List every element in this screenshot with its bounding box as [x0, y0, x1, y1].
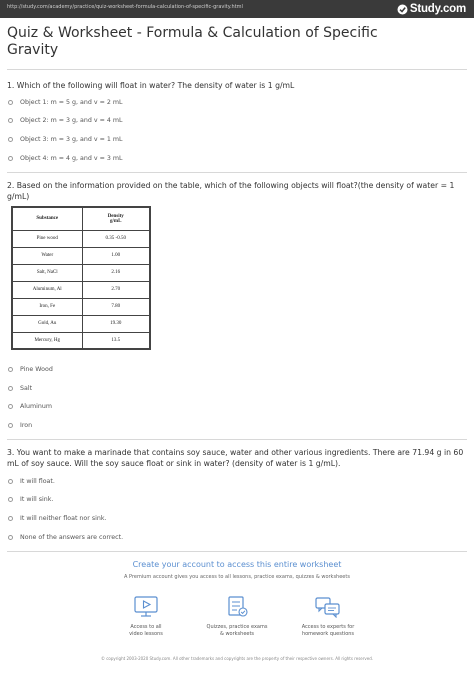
option-label: Salt [20, 385, 33, 392]
page-title: Quiz & Worksheet - Formula & Calculation of Specific Gravity [7, 25, 378, 58]
table-row [12, 264, 150, 281]
promo-title[interactable]: Create your account to access this entire worksheet [132, 560, 342, 569]
option-label: Iron [20, 422, 33, 429]
table-cell: 1.00 [82, 247, 150, 264]
question-divider [7, 439, 467, 440]
table-cell: 2.16 [82, 264, 150, 281]
table-row [12, 281, 150, 298]
feature-label-line2: homework questions [301, 631, 355, 637]
table-row [12, 315, 150, 332]
study-logo-text: Study.com [409, 3, 466, 15]
table-row [12, 230, 150, 247]
table-header-substance: Substance [12, 207, 82, 230]
table-row [12, 298, 150, 315]
radio-button[interactable] [8, 100, 13, 105]
radio-button[interactable] [8, 156, 13, 161]
table-cell: 19.30 [82, 315, 150, 332]
question-3-option-4[interactable] [8, 534, 123, 541]
feature-experts[interactable] [288, 596, 368, 638]
feature-label-line1: Access to all [130, 624, 162, 630]
video-play-icon [133, 596, 159, 618]
page-url: http://study.com/academy/practice/quiz-worksheet-formula-calculation-of-specific-gravity.html [7, 4, 243, 10]
option-label: Object 4: m = 4 g, and v = 3 mL [20, 155, 123, 162]
question-1-option-2[interactable] [8, 117, 123, 124]
question-2-option-4[interactable] [8, 422, 32, 429]
question-2-option-3[interactable] [8, 403, 52, 410]
question-2-text: 2. Based on the information provided on the table, which of the following objects will float?(the density of water = 1 g/mL) [7, 181, 455, 201]
title-divider [7, 69, 467, 70]
promo-subtitle: A Premium account gives you access to all lessons, practice exams, quizzes & worksheets [124, 574, 350, 580]
option-label: It will sink. [20, 496, 54, 503]
table-cell: 0.35 -0.50 [82, 230, 150, 247]
radio-button[interactable] [8, 404, 13, 409]
radio-button[interactable] [8, 535, 13, 540]
radio-button[interactable] [8, 479, 13, 484]
study-logo[interactable] [397, 2, 466, 16]
option-label: Object 3: m = 3 g, and v = 1 mL [20, 136, 123, 143]
table-cell: Gold, Au [12, 315, 82, 332]
table-row [12, 247, 150, 264]
table-cell: 7.80 [82, 298, 150, 315]
table-header-row [12, 207, 150, 230]
option-label: It will float. [20, 478, 55, 485]
table-cell: Salt, NaCl [12, 264, 82, 281]
radio-button[interactable] [8, 423, 13, 428]
option-label: Aluminum [20, 403, 53, 410]
option-label: Object 1: m = 5 g, and v = 2 mL [20, 99, 123, 106]
question-divider [7, 172, 467, 173]
feature-quizzes[interactable] [197, 596, 277, 638]
option-label: Object 2: m = 3 g, and v = 4 mL [20, 117, 123, 124]
question-divider [7, 551, 467, 552]
radio-button[interactable] [8, 386, 13, 391]
radio-button[interactable] [8, 137, 13, 142]
table-cell: Pine wood [12, 230, 82, 247]
table-cell: Mercury, Hg [12, 332, 82, 349]
question-2-option-2[interactable] [8, 385, 32, 392]
question-3-option-1[interactable] [8, 478, 55, 485]
feature-label-line2: & worksheets [219, 631, 255, 637]
table-cell: 13.5 [82, 332, 150, 349]
copyright-footer: © copyright 2003-2020 Study.com. All other trademarks and copyrights are the property of their respective owners. All rights reserved. [100, 656, 374, 661]
question-1-text: 1. Which of the following will float in water? The density of water is 1 g/mL [7, 81, 295, 90]
option-label: Pine Wood [20, 366, 53, 373]
feature-video-lessons[interactable] [106, 596, 186, 638]
study-logo-icon [397, 4, 408, 15]
top-bar [0, 0, 474, 18]
table-header-density: Density g/mL [82, 207, 150, 230]
table-row [12, 332, 150, 349]
radio-button[interactable] [8, 516, 13, 521]
feature-label-line1: Access to experts for [301, 624, 355, 630]
question-2-option-1[interactable] [8, 366, 53, 373]
feature-label-line2: video lessons [129, 631, 163, 637]
quiz-document-icon [224, 596, 250, 618]
density-table [11, 206, 151, 350]
radio-button[interactable] [8, 367, 13, 372]
chat-bubbles-icon [315, 596, 341, 618]
question-3-text: 3. You want to make a marinade that contains soy sauce, water and other various ingredients. There are 71.94 g in 60 mL of soy sauce. Will the soy sauce float or sink in water? (density of water is 1 g/mL). [7, 448, 464, 468]
question-3-option-2[interactable] [8, 496, 53, 503]
option-label: It will neither float nor sink. [20, 515, 107, 522]
radio-button[interactable] [8, 118, 13, 123]
table-cell: Iron, Fe [12, 298, 82, 315]
feature-label-line1: Quizzes, practice exams [206, 624, 268, 630]
question-1-option-1[interactable] [8, 99, 123, 106]
radio-button[interactable] [8, 497, 13, 502]
question-1-option-4[interactable] [8, 155, 123, 162]
table-cell: 2.70 [82, 281, 150, 298]
question-3-option-3[interactable] [8, 515, 107, 522]
question-1-option-3[interactable] [8, 136, 123, 143]
table-cell: Aluminum, Al [12, 281, 82, 298]
option-label: None of the answers are correct. [20, 534, 124, 541]
table-cell: Water [12, 247, 82, 264]
